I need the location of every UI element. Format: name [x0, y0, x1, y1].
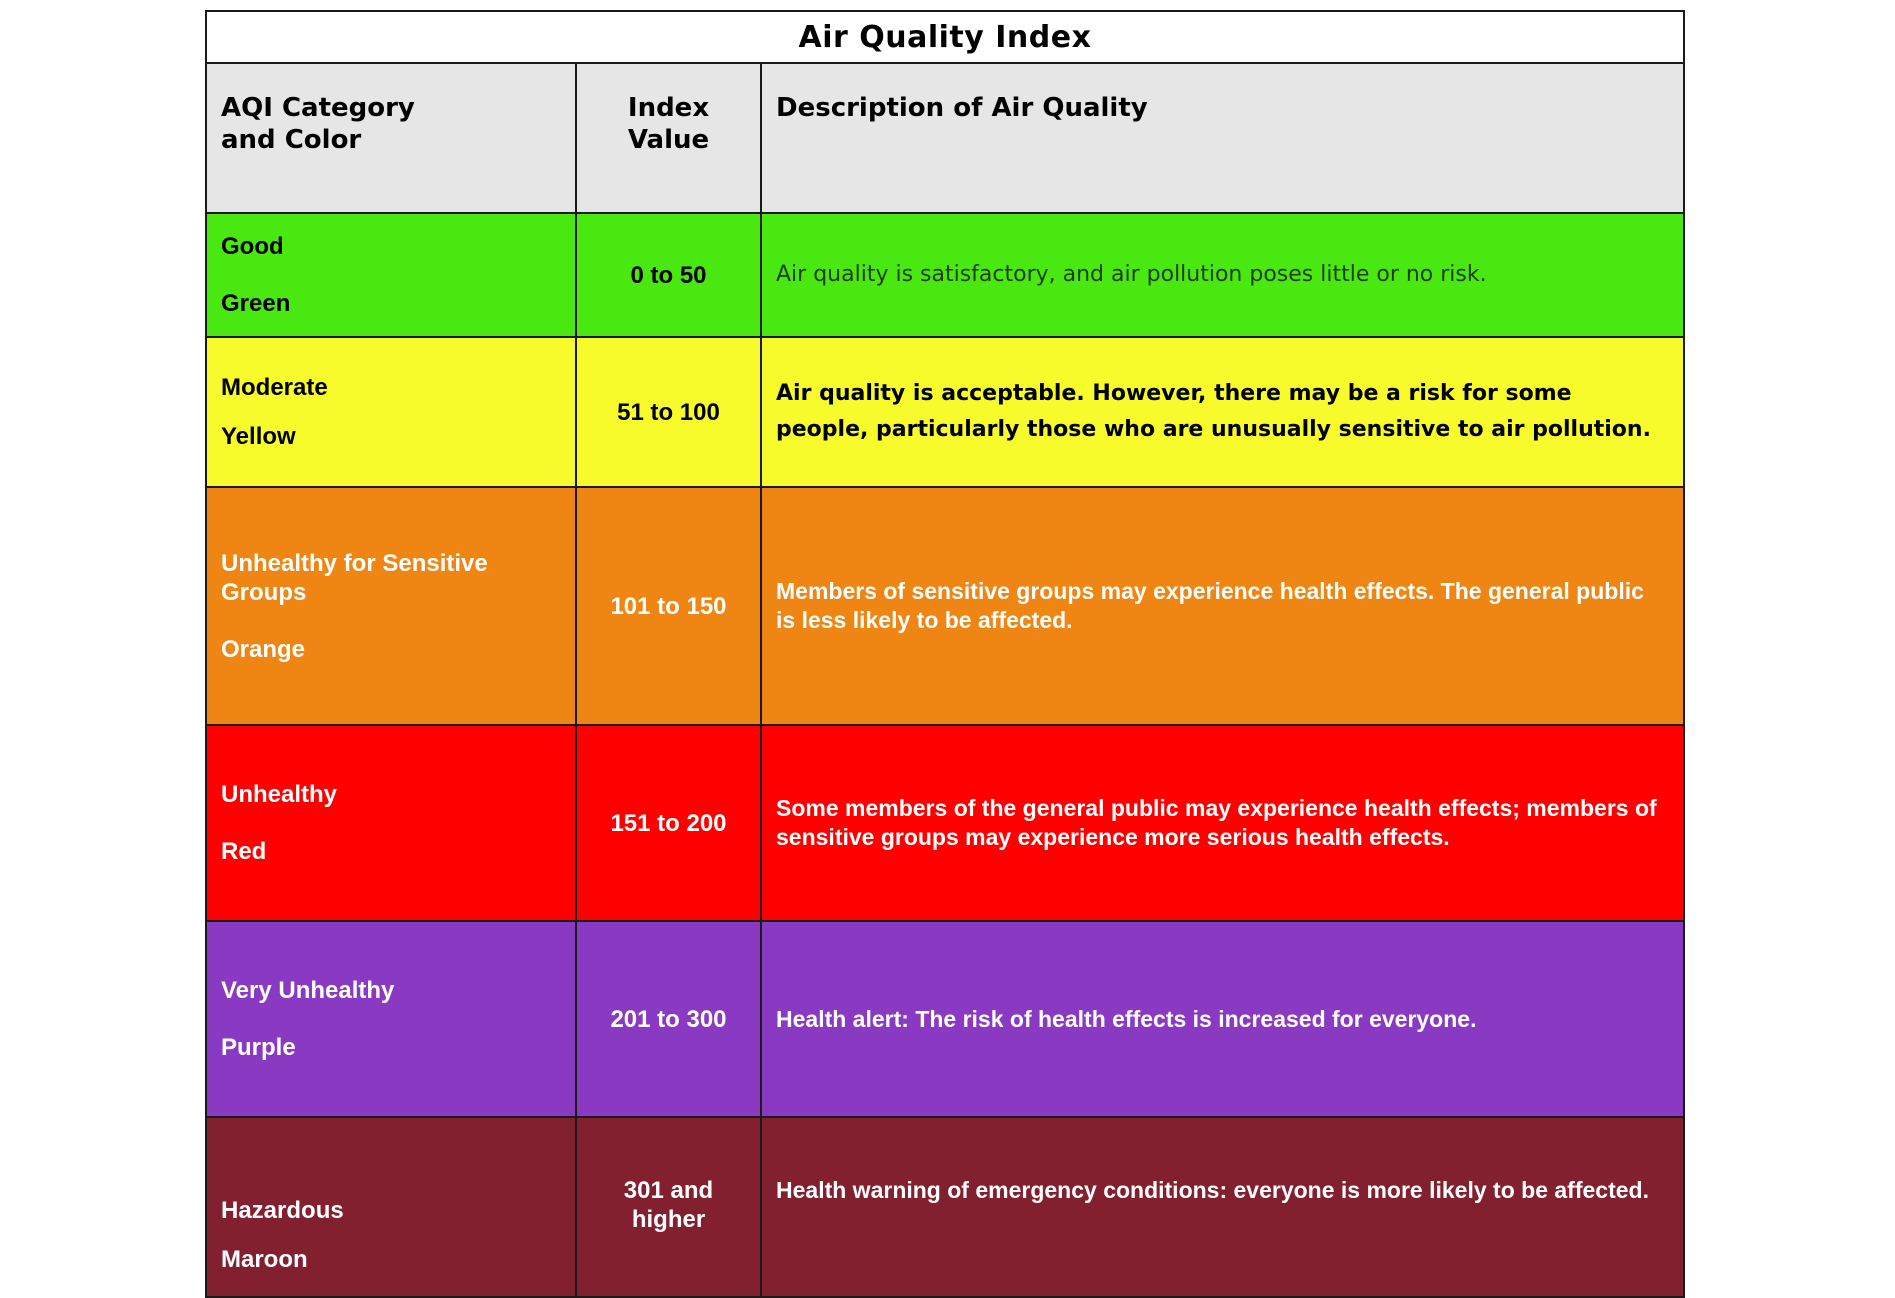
- category-color-name: Orange: [221, 635, 306, 663]
- table-row: [207, 488, 1683, 726]
- category-cell: [207, 214, 577, 336]
- table-row: [207, 726, 1683, 922]
- description-text: Health warning of emergency conditions: everyone is more likely to be affected.: [776, 1177, 1649, 1203]
- category-name: Unhealthy: [221, 781, 338, 808]
- header-description-label: Description of Air Quality: [776, 93, 1148, 123]
- category-name: Moderate: [221, 374, 328, 401]
- description-text: Some members of the general public may experience health effects; members of sensitive groups may experience more serious health effects.: [776, 795, 1657, 850]
- index-cell: [577, 214, 762, 336]
- table-row: [207, 214, 1683, 338]
- category-name: Very Unhealthy: [221, 977, 395, 1004]
- description-text: Air quality is satisfactory, and air pollution poses little or no risk.: [776, 262, 1487, 287]
- description-cell: [762, 726, 1683, 920]
- category-cell: [207, 488, 577, 724]
- category-color-name: Maroon: [221, 1246, 308, 1273]
- category-color-name: Red: [221, 838, 267, 865]
- category-color-name: Green: [221, 290, 291, 317]
- index-cell: [577, 338, 762, 486]
- category-name: Unhealthy for Sensitive Groups: [221, 549, 488, 606]
- header-row: [207, 64, 1683, 214]
- table-row: [207, 338, 1683, 488]
- index-value: 101 to 150: [610, 592, 727, 620]
- description-text: Health alert: The risk of health effects is increased for everyone.: [776, 1005, 1477, 1032]
- description-cell: [762, 1118, 1683, 1296]
- category-name: Good: [221, 233, 284, 260]
- category-cell: [207, 1118, 577, 1296]
- index-cell: [577, 726, 762, 920]
- table-title: Air Quality Index: [207, 12, 1683, 64]
- index-cell: [577, 488, 762, 724]
- index-cell: [577, 1118, 762, 1296]
- aqi-table: [205, 10, 1685, 1298]
- category-cell: [207, 922, 577, 1116]
- category-cell: [207, 726, 577, 920]
- index-value: 151 to 200: [610, 809, 727, 837]
- table-row: [207, 922, 1683, 1118]
- index-cell: [577, 922, 762, 1116]
- category-color-name: Purple: [221, 1034, 296, 1061]
- index-value: 51 to 100: [617, 398, 720, 426]
- description-cell: [762, 922, 1683, 1116]
- header-index-label: Index Value: [627, 93, 710, 155]
- table-row: [207, 1118, 1683, 1296]
- category-name: Hazardous: [221, 1197, 344, 1224]
- header-category: [207, 64, 577, 212]
- category-color-name: Yellow: [221, 423, 296, 450]
- header-description: [762, 64, 1683, 212]
- description-text: Air quality is acceptable. However, there may be a risk for some people, particularly those who are unusually sensitive to air pollution.: [776, 381, 1651, 442]
- description-text: Members of sensitive groups may experience health effects. The general public is less likely to be affected.: [776, 578, 1644, 633]
- category-cell: [207, 338, 577, 486]
- index-value: 0 to 50: [630, 261, 707, 289]
- header-category-label: AQI Category and Color: [221, 93, 415, 155]
- index-value: 301 and higher: [623, 1177, 714, 1233]
- index-value: 201 to 300: [610, 1005, 727, 1033]
- description-cell: [762, 488, 1683, 724]
- description-cell: [762, 338, 1683, 486]
- header-index: [577, 64, 762, 212]
- description-cell: [762, 214, 1683, 336]
